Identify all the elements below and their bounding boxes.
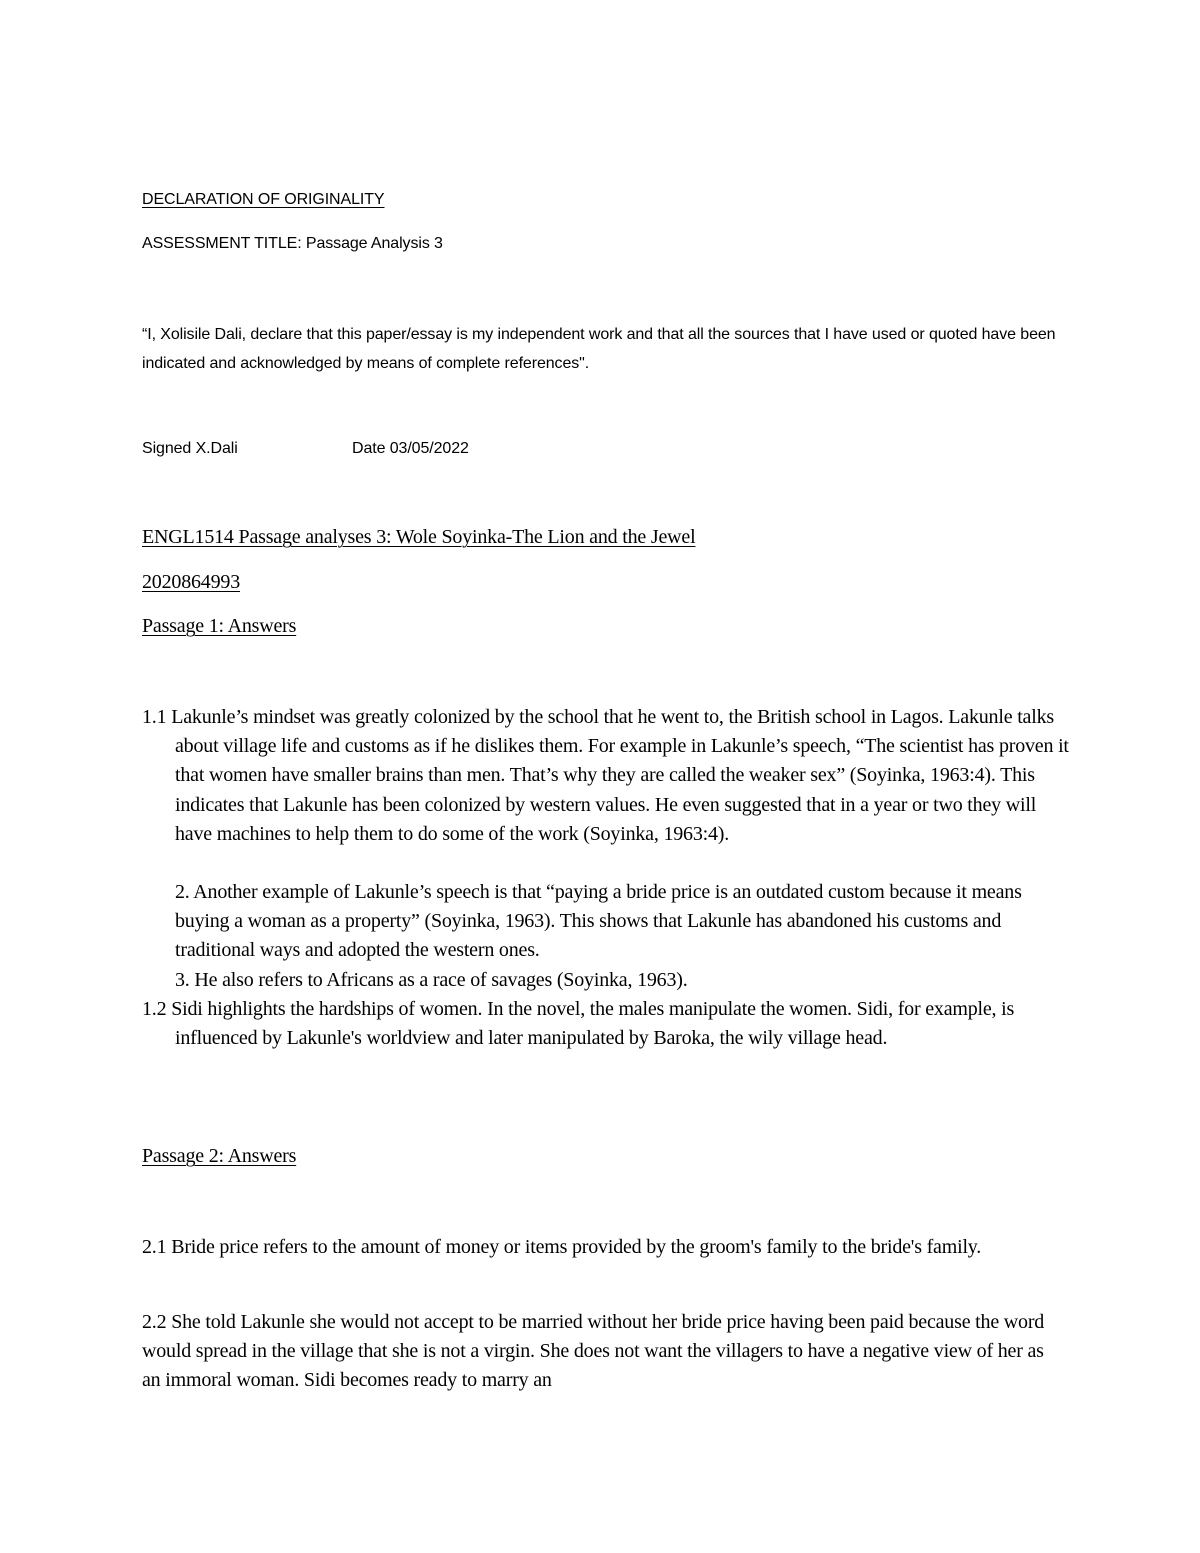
answer-1-1: 1.1 Lakunle’s mindset was greatly colonized by the school that he went to, the British school in Lagos. Lakunle talks about village life and customs as if he dislikes them. For example in Lakunle’s speech, “The scientist has proven it that women have smaller brains than men. That’s why they are called the weaker sex” (Soyinka, 1963:4). This indicates that Lakunle has been colonized by western values. He even suggested that in a year or two they will have machines to help them to do some of the work (Soyinka, 1963:4). [142, 706, 1069, 845]
passage1-heading: Passage 1: Answers [142, 615, 297, 637]
essay-title: ENGL1514 Passage analyses 3: Wole Soyinka-The Lion and the Jewel [142, 526, 696, 548]
answer-1-2: 1.2 Sidi highlights the hardships of women. In the novel, the males manipulate the women. Sidi, for example, is influenced by Lakunle's worldview and later manipulated by Baroka, the wily village head. [142, 998, 1015, 1050]
student-number: 2020864993 [142, 571, 241, 593]
passage2-heading: Passage 2: Answers [142, 1145, 297, 1167]
answer-1-1-point-3: 3. He also refers to Africans as a race of savages (Soyinka, 1963). [175, 969, 688, 991]
declaration-heading: DECLARATION OF ORIGINALITY [142, 191, 385, 208]
answer-2-1: 2.1 Bride price refers to the amount of money or items provided by the groom's family to the bride's family. [142, 1236, 982, 1258]
declaration-date: Date 03/05/2022 [352, 440, 469, 457]
signature: Signed X.Dali [142, 440, 238, 457]
assessment-title-label: ASSESSMENT TITLE: [142, 235, 302, 252]
assessment-title-value: Passage Analysis 3 [305, 235, 443, 252]
assessment-title-line [142, 235, 443, 253]
answer-1-1-point-2: 2. Another example of Lakunle’s speech is that “paying a bride price is an outdated custom because it means buying a woman as a property” (Soyinka, 1963). This shows that Lakunle has abandoned his customs and traditional ways and adopted the western ones. [175, 881, 1022, 962]
declaration-statement: “I, Xolisile Dali, declare that this paper/essay is my independent work and that all the sources that I have used or quoted have been indicated and acknowledged by means of complete references". [142, 326, 1056, 372]
answer-2-2: 2.2 She told Lakunle she would not accept to be married without her bride price having been paid because the word would spread in the village that she is not a virgin. She does not want the villagers to have a negative view of her as an immoral woman. Sidi becomes ready to marry an [142, 1311, 1045, 1392]
